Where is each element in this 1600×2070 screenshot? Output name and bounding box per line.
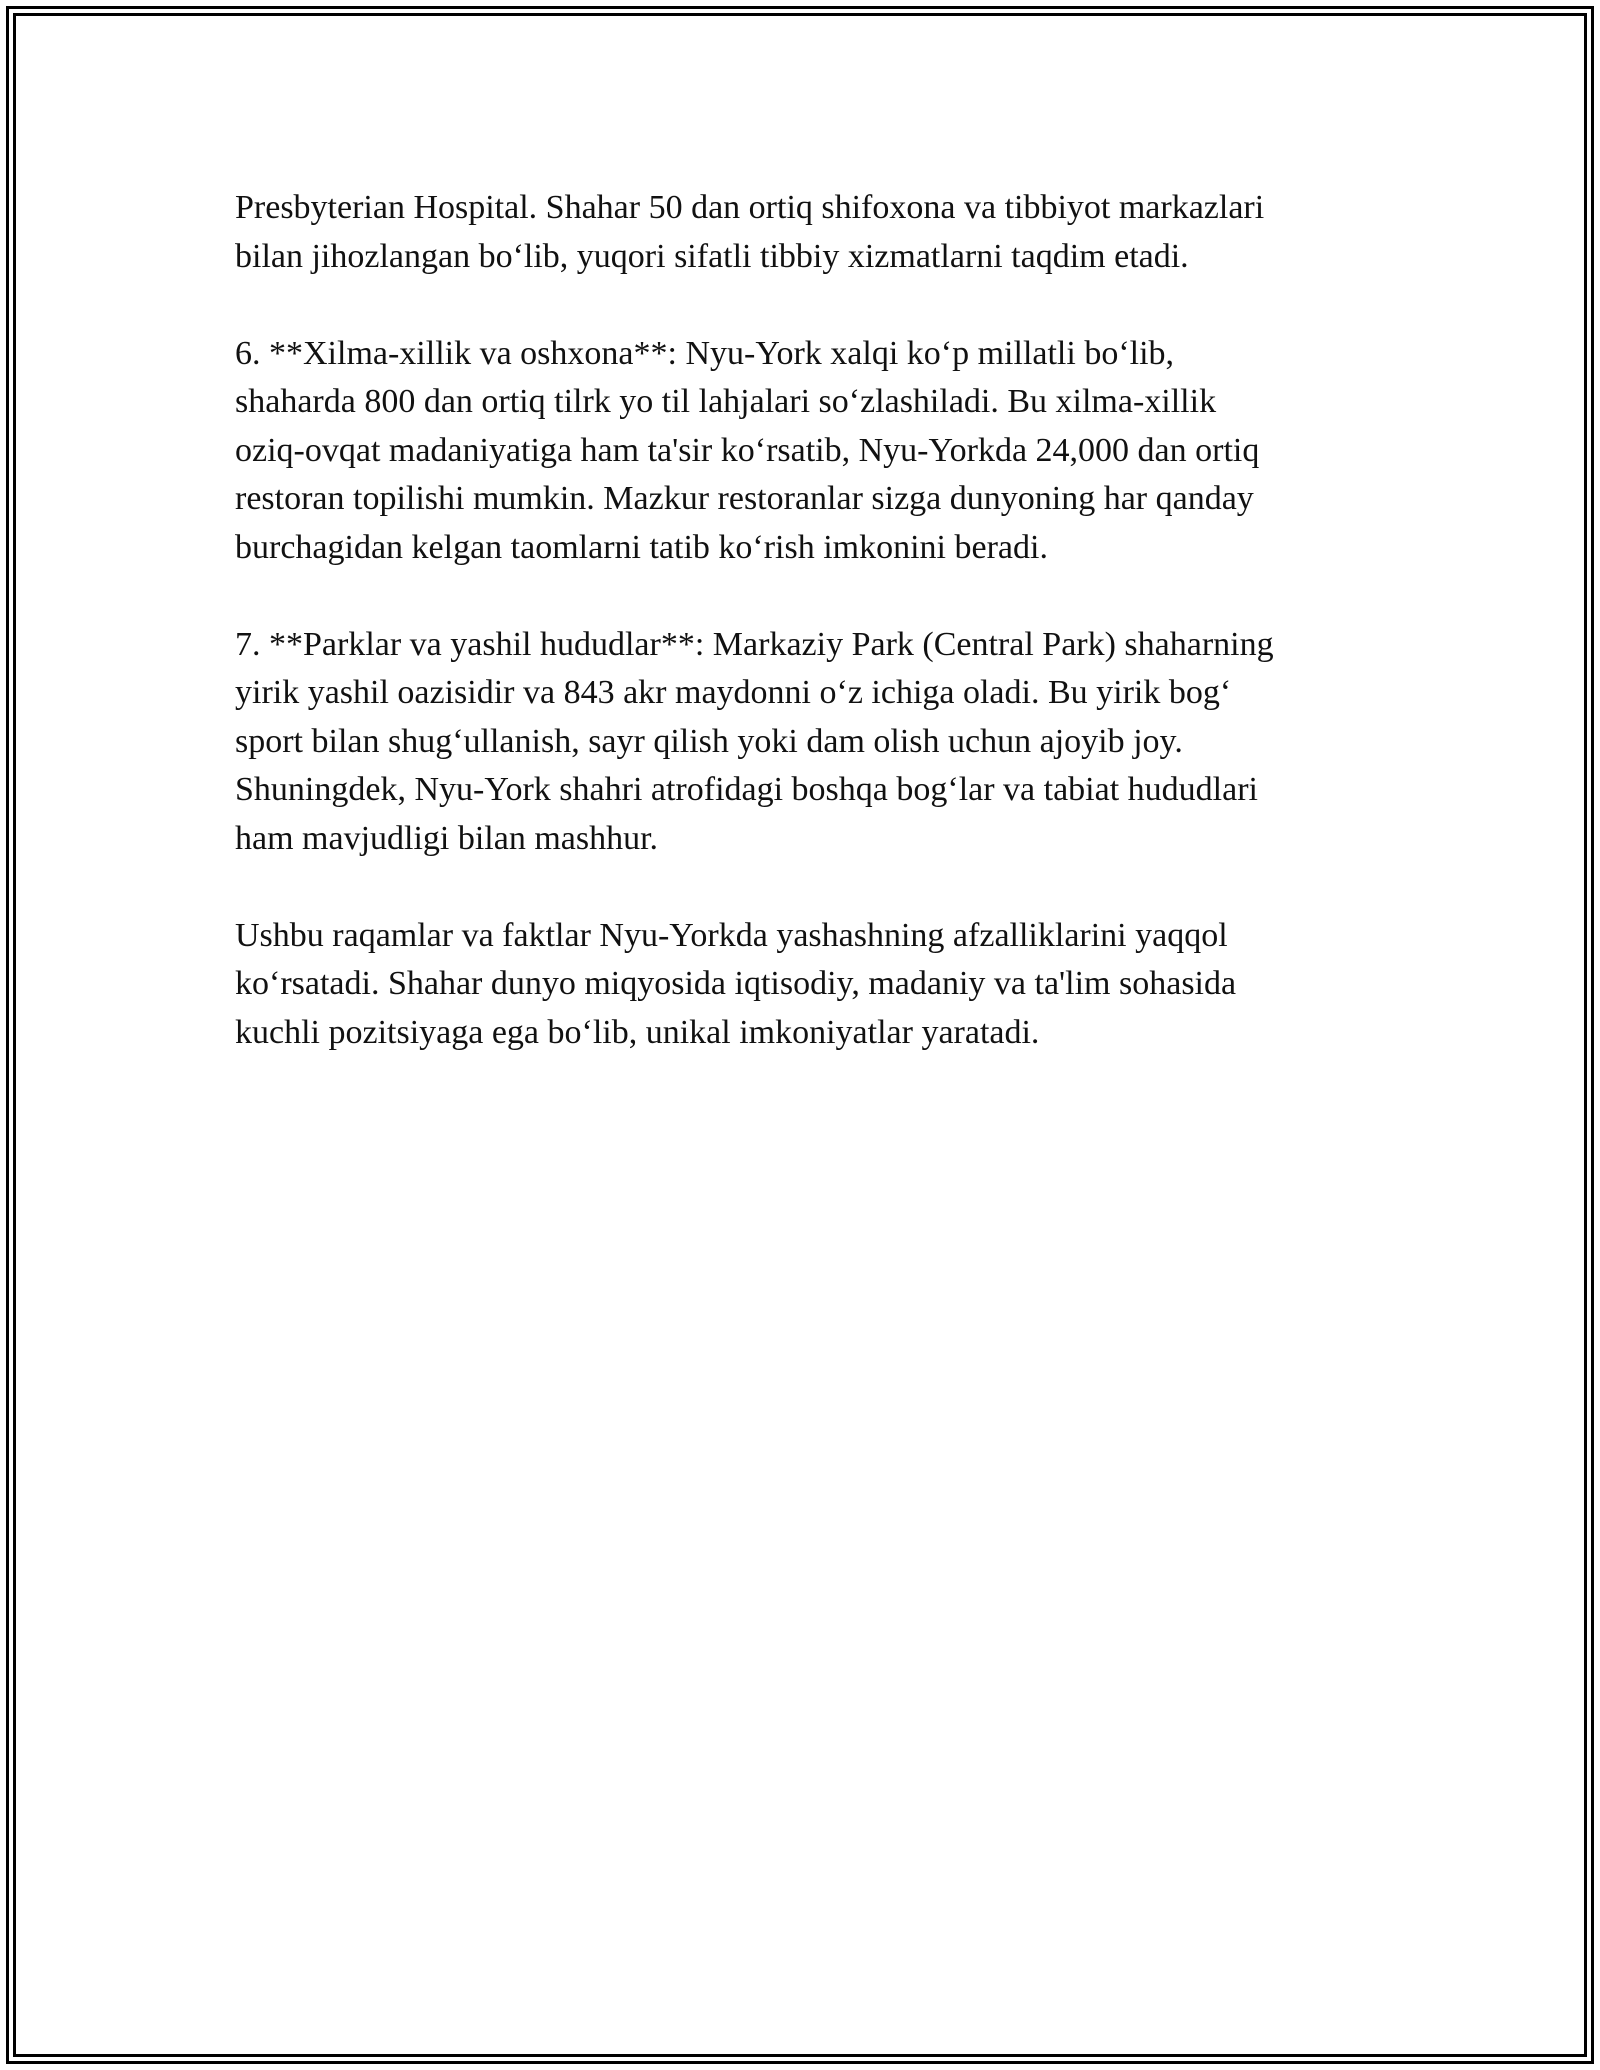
text-line: restoran topilishi mumkin. Mazkur restoranlar sizga dunyoning har qanday xyxy=(235,480,1254,517)
paragraph-hospitals xyxy=(235,184,1365,281)
paragraph-conclusion xyxy=(235,912,1365,1058)
text-line: kuchli pozitsiyaga ega bo‘lib, unikal imkoniyatlar yaratadi. xyxy=(235,1013,1040,1051)
text-line: 6. **Xilma-xillik va oshxona**: Nyu-York xalqi ko‘p millatli bo‘lib, xyxy=(235,334,1175,372)
paragraph-diversity-cuisine xyxy=(235,330,1365,573)
text-line: Shuningdek, Nyu-York shahri atrofidagi boshqa bog‘lar va tabiat hududlari xyxy=(235,771,1258,808)
text-line: ko‘rsatadi. Shahar dunyo miqyosida iqtisodiy, madaniy va ta'lim sohasida xyxy=(235,965,1237,1002)
text-line: oziq-ovqat madaniyatiga ham ta'sir ko‘rsatib, Nyu-Yorkda 24,000 dan ortiq xyxy=(235,431,1260,469)
text-line: 7. **Parklar va yashil hududlar**: Markaziy Park (Central Park) shaharning xyxy=(235,625,1274,663)
text-line: yirik yashil oazisidir va 843 akr maydonni o‘z ichiga oladi. Bu yirik bog‘ xyxy=(235,674,1232,711)
text-line: bilan jihozlangan bo‘lib, yuqori sifatli tibbiy xizmatlarni taqdim etadi. xyxy=(235,237,1189,275)
text-line: Presbyterian Hospital. Shahar 50 dan ortiq shifoxona va tibbiyot markazlari xyxy=(235,189,1265,226)
text-line: ham mavjudligi bilan mashhur. xyxy=(235,819,659,857)
paragraph-parks xyxy=(235,621,1365,864)
document-body xyxy=(235,184,1365,1106)
text-line: burchagidan kelgan taomlarni tatib ko‘rish imkonini beradi. xyxy=(235,528,1048,566)
text-line: Ushbu raqamlar va faktlar Nyu-Yorkda yashashning afzalliklarini yaqqol xyxy=(235,916,1228,954)
text-line: sport bilan shug‘ullanish, sayr qilish yoki dam olish uchun ajoyib joy. xyxy=(235,722,1183,760)
text-line: shaharda 800 dan ortiq tilrk yo til lahjalari so‘zlashiladi. Bu xilma-xillik xyxy=(235,383,1217,420)
